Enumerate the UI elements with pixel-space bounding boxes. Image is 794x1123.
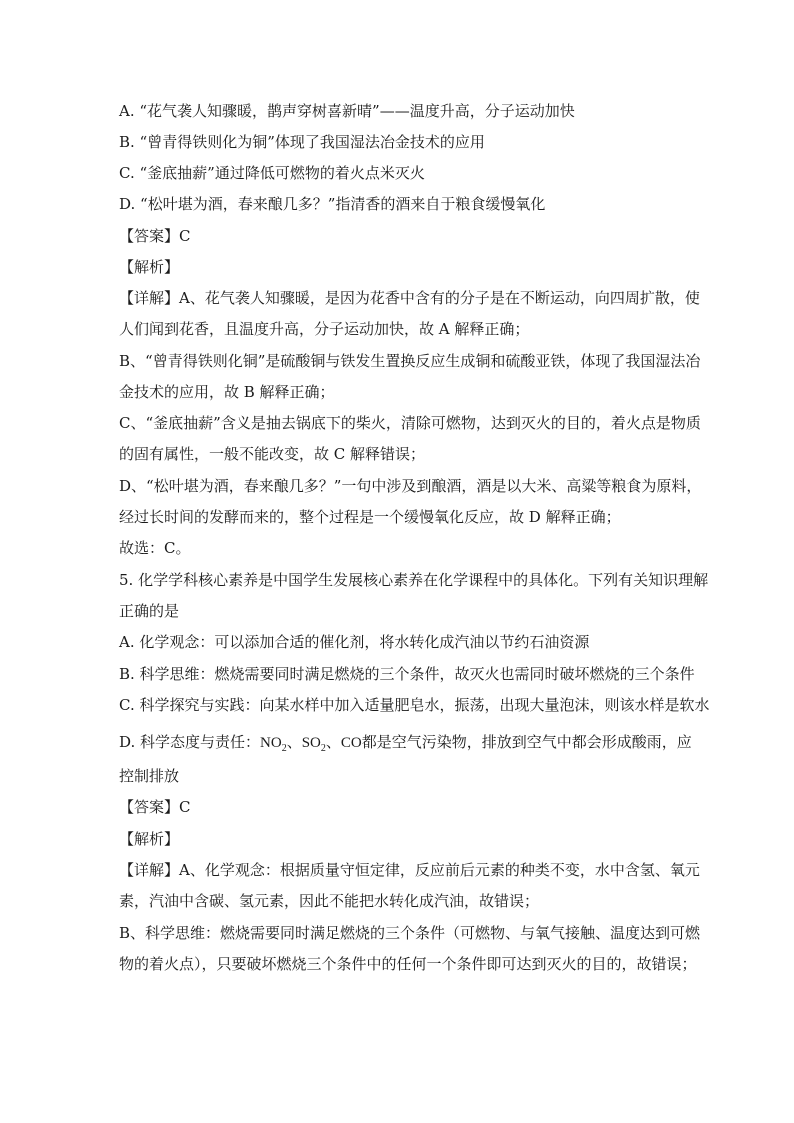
q5-option-a: A. 化学观念：可以添加合适的催化剂，将水转化成汽油以节约石油资源 (119, 633, 590, 651)
q4-detail-line: D、“松叶堪为酒，春来酿几多？”一句中涉及到酿酒，酒是以大米、高粱等粮食为原料， (119, 477, 702, 495)
q4-detail-line: 的固有属性，一般不能改变，故 C 解释错误； (119, 445, 426, 463)
q4-detail-line: 经过长时间的发酵而来的，整个过程是一个缓慢氧化反应，故 D 解释正确； (119, 508, 621, 526)
q5-detail-line: 【详解】A、化学观念：根据质量守恒定律，反应前后元素的种类不变，水中含氢、氧元 (119, 861, 700, 879)
q5-option-d-prefix: D. 科学态度与责任： (119, 733, 261, 751)
q5-option-d: D. 科学态度与责任：$NO_2$、$SO_2$、CO都是空气污染物，排放到空气中都会形成酸雨，应 (119, 733, 692, 754)
q5-detail-line: 素，汽油中含碳、氢元素，因此不能把水转化成汽油，故错误； (119, 892, 540, 910)
q4-detail-line: 金技术的应用，故 B 解释正确； (119, 383, 335, 401)
q4-option-c: C. “釜底抽薪”通过降低可燃物的着火点米灭火 (119, 164, 425, 182)
q4-option-d: D. “松叶堪为酒，春来酿几多？”指清香的酒来自于粮食缓慢氧化 (119, 195, 546, 213)
q5-detail-line: 物的着火点），只要破坏燃烧三个条件中的任何一个条件即可达到灭火的目的，故错误； (119, 955, 697, 973)
formula-co: CO (340, 735, 362, 751)
q4-option-b: B. “曾青得铁则化为铜”体现了我国湿法冶金技术的应用 (119, 133, 485, 151)
q5-detail-line: B、科学思维：燃烧需要同时满足燃烧的三个条件（可燃物、与氧气接触、温度达到可燃 (119, 924, 701, 942)
q4-option-a: A. “花气袭人知骤暖，鹊声穿树喜新晴”——温度升高，分子运动加快 (119, 102, 575, 120)
q5-option-b: B. 科学思维：燃烧需要同时满足燃烧的三个条件，故灭火也需同时破坏燃烧的三个条件 (119, 665, 695, 683)
q4-detail-line: B、“曾青得铁则化铜”是硫酸铜与铁发生置换反应生成铜和硫酸亚铁，体现了我国湿法冶 (119, 352, 701, 370)
q4-detail-line: C、“釜底抽薪”含义是抽去锅底下的柴火，清除可燃物，达到灭火的目的，着火点是物质 (119, 414, 701, 432)
q4-analysis-heading: 【解析】 (119, 258, 180, 276)
q4-detail-line: 【详解】A、花气袭人知骤暖，是因为花香中含有的分子是在不断运动，向四周扩散，使 (119, 289, 700, 307)
q4-detail-line: 人们闻到花香，且温度升高，分子运动加快，故 A 解释正确； (119, 320, 530, 338)
q5-option-d-continued: 控制排放 (119, 767, 180, 785)
q5-stem-continued: 正确的是 (119, 602, 180, 620)
q5-option-c: C. 科学探究与实践：向某水样中加入适量肥皂水，振荡，出现大量泡沫，则该水样是软水 (119, 696, 710, 714)
formula-no2: $NO_2$ (260, 735, 287, 754)
q4-conclusion: 故选：C。 (119, 539, 191, 557)
q5-option-d-suffix: 都是空气污染物，排放到空气中都会形成酸雨，应 (361, 733, 692, 751)
q4-answer: 【答案】C (119, 227, 191, 245)
q5-stem: 5. 化学学科核心素养是中国学生发展核心素养在化学课程中的具体化。下列有关知识理解 (119, 571, 709, 589)
q5-answer: 【答案】C (119, 798, 191, 816)
formula-so2: $SO_2$ (301, 735, 326, 754)
q5-analysis-heading: 【解析】 (119, 830, 180, 848)
